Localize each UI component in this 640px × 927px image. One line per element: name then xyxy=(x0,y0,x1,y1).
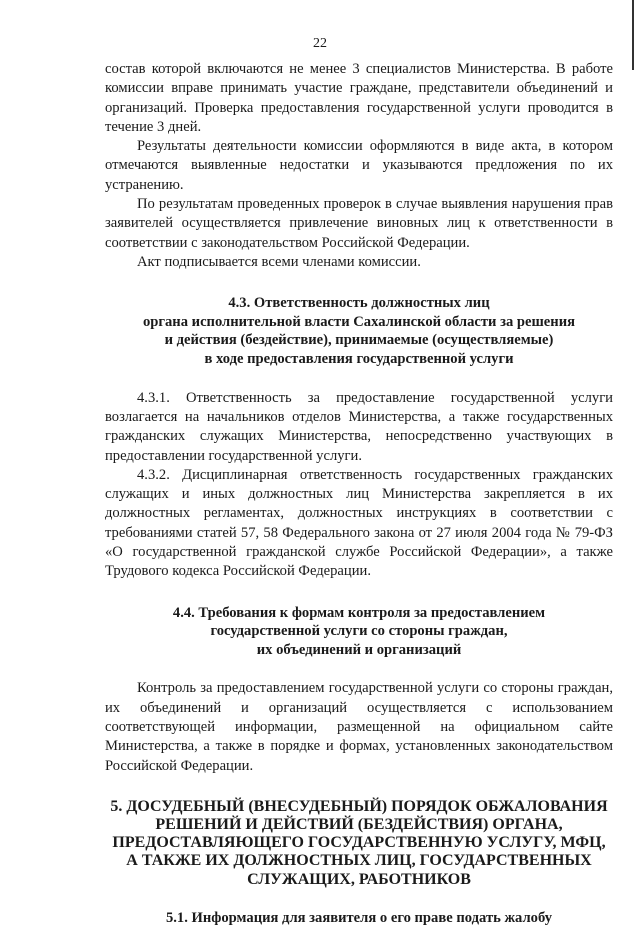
heading-line: 5. ДОСУДЕБНЫЙ (ВНЕСУДЕБНЫЙ) ПОРЯДОК ОБЖАЛОВАНИЯ xyxy=(110,797,608,815)
page-content xyxy=(105,60,613,927)
section-5-1-heading: 5.1. Информация для заявителя о его праве подать жалобу xyxy=(165,909,553,926)
paragraph-commission-composition: состав которой включаются не менее 3 специалистов Министерства. В работе комиссии вправе принимать участие граждане, представители объединений и организаций. Проверка предоставления государственной услуги проводится в течение 3 дней. xyxy=(105,61,613,135)
heading-line: 4.3. Ответственность должностных лиц xyxy=(228,295,490,312)
heading-line: ПРЕДОСТАВЛЯЮЩЕГО ГОСУДАРСТВЕННУЮ УСЛУГУ, МФЦ, xyxy=(112,834,606,852)
paragraph-violations-liability: По результатам проведенных проверок в случае выявления нарушения прав заявителей осуществляется привлечение виновных лиц к ответственности в соответствии с законодательством Российской Федерации. xyxy=(105,196,613,251)
paragraph-4-4-control: Контроль за предоставлением государственной услуги со стороны граждан, их объединений и организаций осуществляется с использованием соответствующей информации, размещенной на официальном сайте Министерства, а также в порядке и формах, установленных законодательством Российской Федерации. xyxy=(105,680,613,774)
heading-line: СЛУЖАЩИХ, РАБОТНИКОВ xyxy=(247,870,471,888)
heading-line: государственной услуги со стороны граждан, xyxy=(210,623,508,640)
paragraph-commission-results: Результаты деятельности комиссии оформляются в виде акта, в котором отмечаются выявленные недостатки и указываются предложения по их устранению. xyxy=(105,138,613,193)
paragraph-act-signed: Акт подписывается всеми членами комиссии. xyxy=(137,253,421,270)
heading-line: их объединений и организаций xyxy=(256,641,462,658)
section-4-4-heading xyxy=(105,604,613,660)
section-4-3-heading xyxy=(105,294,613,368)
heading-line: и действия (бездействие), принимаемые (осуществляемые) xyxy=(164,332,554,349)
heading-line: органа исполнительной власти Сахалинской области за решения xyxy=(142,313,576,330)
heading-line: А ТАКЖЕ ИХ ДОЛЖНОСТНЫХ ЛИЦ, ГОСУДАРСТВЕННЫХ xyxy=(126,852,592,870)
scan-edge-mark xyxy=(632,0,634,70)
heading-line: в ходе предоставления государственной услуги xyxy=(204,351,514,368)
heading-line: РЕШЕНИЙ И ДЕЙСТВИЙ (БЕЗДЕЙСТВИЯ) ОРГАНА, xyxy=(155,816,563,834)
page-number: 22 xyxy=(313,36,327,51)
heading-line: 4.4. Требования к формам контроля за предоставлением xyxy=(172,604,546,621)
section-5-heading xyxy=(105,798,613,889)
paragraph-4-3-1: 4.3.1. Ответственность за предоставление государственной услуги возлагается на начальников отделов Министерства, а также государственных гражданских служащих Министерства, непосредственно участвующих в предоставлении государственной услуги. xyxy=(105,389,613,464)
paragraph-4-3-2: 4.3.2. Дисциплинарная ответственность государственных гражданских служащих и иных должностных лиц Министерства закрепляется в их должностных регламентах, должностных инструкциях в соответствии с требованиями статей 57, 58 Федерального закона от 27 июля 2004 года № 79-ФЗ «О государственной гражданской службе Российской Федерации», а также Трудового кодекса Российской Федерации. xyxy=(105,466,613,580)
